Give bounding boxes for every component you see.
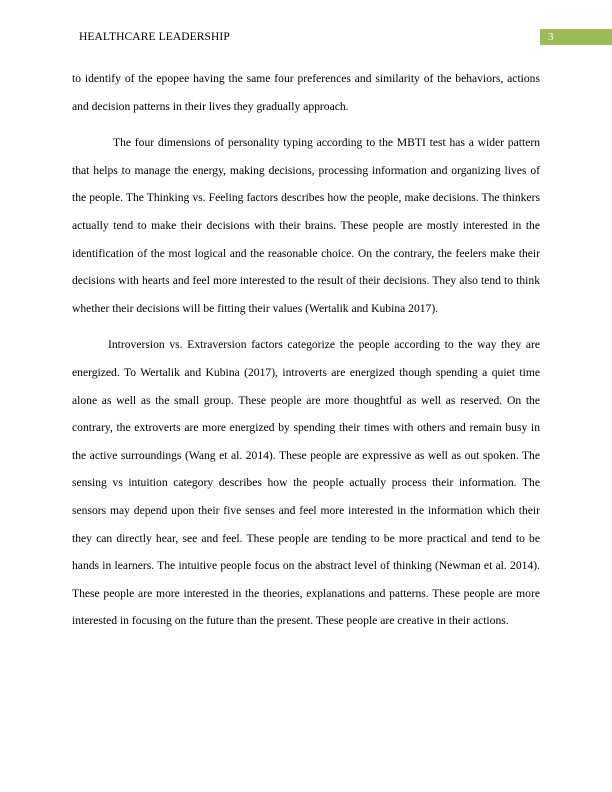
page-header — [0, 29, 612, 45]
paragraph-continuation: to identify of the epopee having the same four preferences and similarity of the behaviors, actions and decision patterns in their lives they gradually approach. — [72, 72, 540, 113]
paragraph-introversion-extraversion: Introversion vs. Extraversion factors categorize the people according to the way they are energized. To Wertalik and Kubina (2017), introverts are energized though spending a quiet time alone as well as the small group. These people are more thoughtful as well as reserved. On the contrary, the extroverts are more energized by spending their times with others and remain busy in the active surroundings (Wang et al. 2014). These people are expressive as well as out spoken. The sensing vs intuition category describes how the people actually process their information. The sensors may depend upon their five senses and feel more interested in the information which their they can directly hear, see and feel. These people are tending to be more practical and tend to be hands in learners. The intuitive people focus on the abstract level of thinking (Newman et al. 2014). These people are more interested in the theories, explanations and patterns. These people are more interested in focusing on the future than the present. These people are creative in their actions. — [72, 338, 540, 628]
page-number: 3 — [548, 31, 554, 43]
page-number-badge — [540, 29, 612, 45]
document-body — [72, 65, 540, 644]
paragraph-mbti-dimensions: The four dimensions of personality typing according to the MBTI test has a wider pattern that helps to manage the energy, making decisions, processing information and organizing lives of the people. The Thinking vs. Feeling factors describes how the people, make decisions. The thinkers actually tend to make their decisions with their brains. These people are mostly interested in the identification of the most logical and the reasonable choice. On the contrary, the feelers make their decisions with hearts and feel more interested to the result of their decisions. They also tend to think whether their decisions will be fitting their values (Wertalik and Kubina 2017). — [72, 136, 540, 315]
running-head: HEALTHCARE LEADERSHIP — [79, 31, 230, 43]
